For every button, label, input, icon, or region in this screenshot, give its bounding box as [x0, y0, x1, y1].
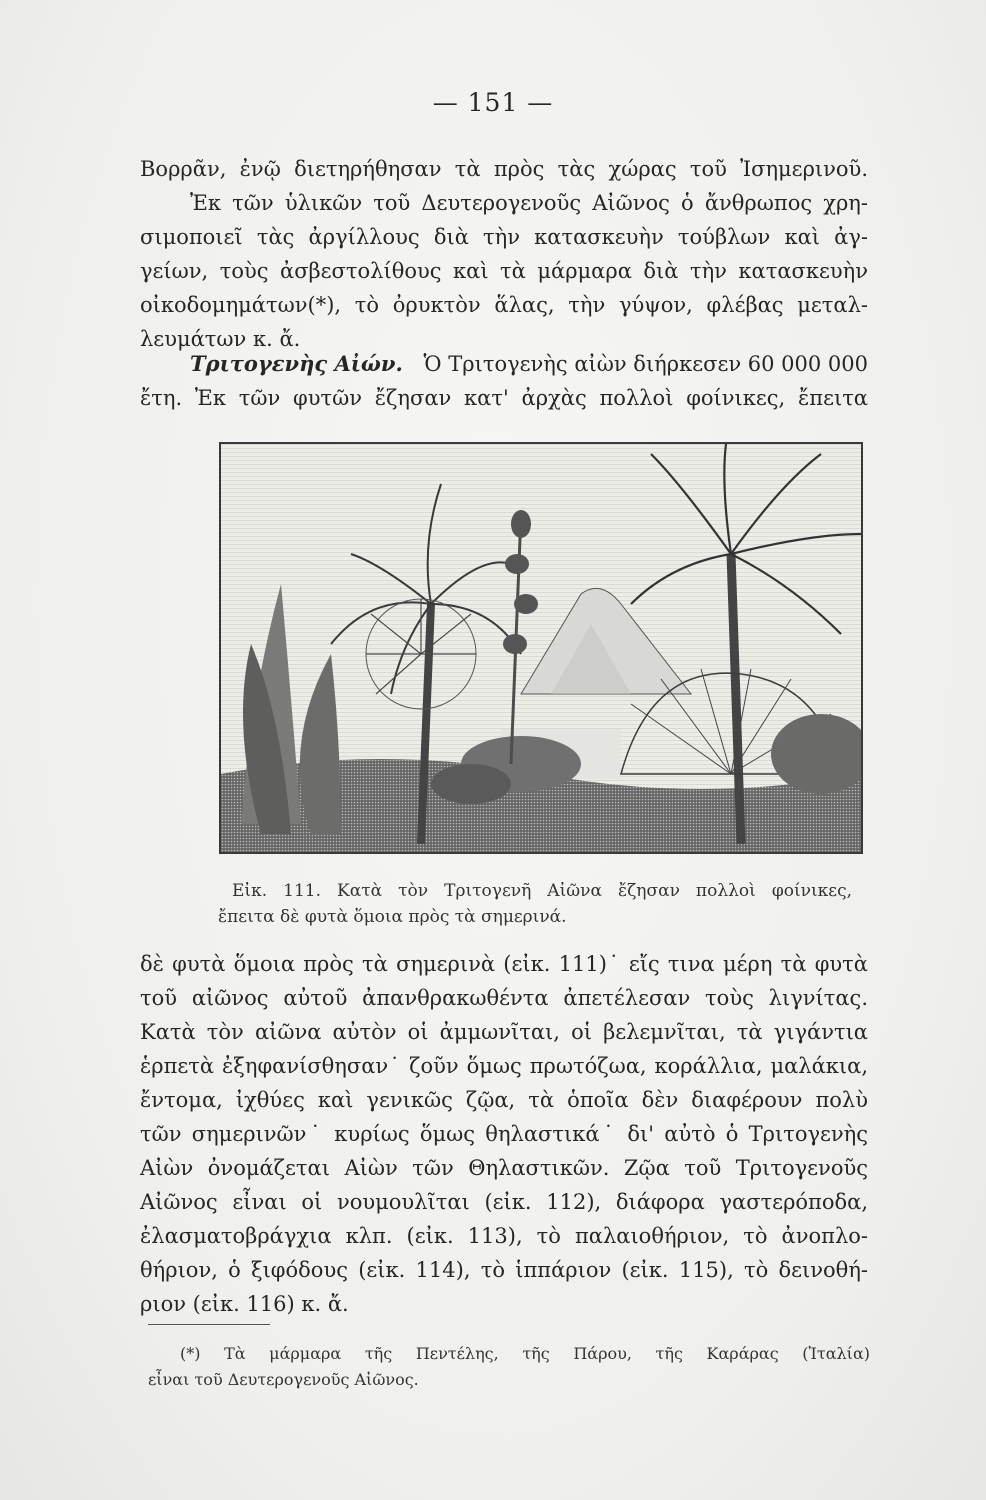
text-line: ἐλασματοβράγχια κλπ. (εἰκ. 113), τὸ παλαιοθήριον, τὸ ἀνοπλο-: [140, 1224, 868, 1248]
section-heading: Τριτογενὴς Αἰών.: [190, 351, 403, 376]
palm-landscape-engraving: [221, 444, 861, 852]
text-line: Κατὰ τὸν αἰῶνα αὐτὸν οἱ ἀμμωνῖται, οἱ βελεμνῖται, τὰ γιγάντια: [140, 1020, 868, 1044]
text-line: δὲ φυτὰ ὅμοια πρὸς τὰ σημερινὰ (εἰκ. 111)˙ εἴς τινα μέρη τὰ φυτὰ: [140, 952, 868, 976]
text-line: τῶν σημερινῶν˙ κυρίως ὅμως θηλαστικά˙ δι' αὐτὸ ὁ Τριτογενὴς: [140, 1122, 868, 1146]
text-line: ἔντομα, ἰχθύες καὶ γενικῶς ζῷα, τὰ ὁποῖα δὲν διαφέρουν πολὺ: [140, 1088, 868, 1112]
text-line: λευμάτων κ. ἄ.: [140, 327, 301, 351]
text-line: Ὁ Τριτογενὴς αἰὼν διήρκεσεν 60 000 000: [423, 352, 868, 376]
text-line: Βορρᾶν, ἐνῷ διετηρήθησαν τὰ πρὸς τὰς χώρας τοῦ Ἰσημερινοῦ.: [140, 157, 868, 181]
footnote-rule: [148, 1324, 270, 1325]
figure-caption: Εἰκ. 111. Κατὰ τὸν Τριτογενῆ Αἰῶνα ἔζησαν πολλοὶ φοίνικες,: [232, 881, 852, 901]
text-line: Ἐκ τῶν ὑλικῶν τοῦ Δευτερογενοῦς Αἰῶνος ὁ ἄνθρωπος χρη-: [190, 191, 868, 215]
section-heading-line: [140, 348, 868, 380]
text-line: ἔτη. Ἐκ τῶν φυτῶν ἔζησαν κατ' ἀρχὰς πολλοὶ φοίνικες, ἔπειτα: [140, 386, 868, 410]
text-line: ριον (εἰκ. 116) κ. ἄ.: [140, 1292, 349, 1316]
text-line: Αἰῶνος εἶναι οἱ νουμουλῖται (εἰκ. 112), διάφορα γαστερόποδα,: [140, 1190, 868, 1214]
text-line: τοῦ αἰῶνος αὐτοῦ ἀπανθρακωθέντα ἀπετέλεσαν τοὺς λιγνίτας.: [140, 986, 868, 1010]
figure-caption-continued: ἔπειτα δὲ φυτὰ ὅμοια πρὸς τὰ σημερινά.: [218, 907, 567, 927]
page-number: — 151 —: [432, 88, 554, 117]
text-line: ἑρπετὰ ἐξηφανίσθησαν˙ ζοῦν ὅμως πρωτόζωα, κοράλλια, μαλάκια,: [140, 1054, 868, 1078]
text-line: Αἰὼν ὀνομάζεται Αἰὼν τῶν Θηλαστικῶν. Ζῷα τοῦ Τριτογενοῦς: [140, 1156, 868, 1180]
figure-illustration: [219, 442, 863, 854]
footnote-text-continued: εἶναι τοῦ Δευτερογενοῦς Αἰῶνος.: [148, 1370, 419, 1389]
text-line: οἰκοδομημάτων(*), τὸ ὀρυκτὸν ἅλας, τὴν γύψον, φλέβας μεταλ-: [140, 293, 868, 317]
text-line: σιμοποιεῖ τὰς ἀργίλλους διὰ τὴν κατασκευὴν τούβλων καὶ ἀγ-: [140, 225, 868, 249]
text-line: γείων, τοὺς ἀσβεστολίθους καὶ τὰ μάρμαρα διὰ τὴν κατασκευὴν: [140, 259, 868, 283]
text-line: θήριον, ὁ ξιφόδους (εἰκ. 114), τὸ ἱππάριον (εἰκ. 115), τὸ δεινοθή-: [140, 1258, 868, 1282]
footnote-text: (*) Τὰ μάρμαρα τῆς Πεντέλης, τῆς Πάρου, τῆς Καράρας (Ἰταλία): [180, 1344, 870, 1363]
